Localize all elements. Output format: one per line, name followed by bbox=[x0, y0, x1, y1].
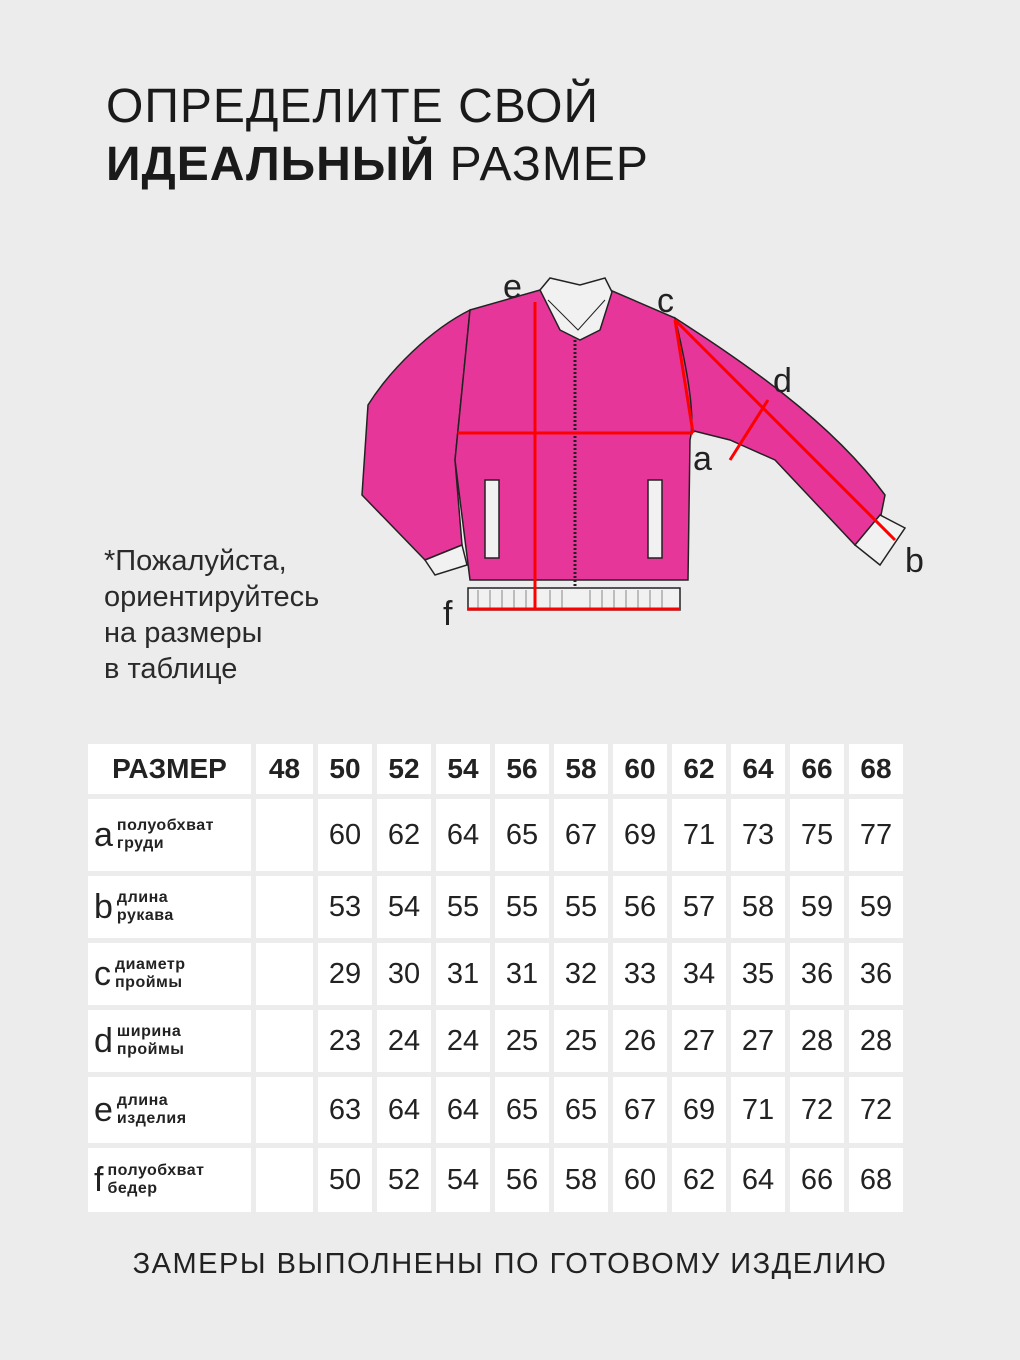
table-cell: 63 bbox=[318, 1077, 372, 1143]
row-desc: груди bbox=[116, 835, 165, 852]
row-desc: ширина bbox=[116, 1023, 182, 1040]
row-letter: a bbox=[94, 815, 113, 854]
jacket-illustration bbox=[362, 278, 905, 610]
page-title bbox=[106, 78, 649, 194]
table-cell: 56 bbox=[613, 876, 667, 938]
note-line: ориентируйтесь bbox=[104, 581, 320, 613]
title-rest: РАЗМЕР bbox=[435, 138, 649, 191]
table-cell: 55 bbox=[495, 876, 549, 938]
label-a: a bbox=[693, 440, 712, 478]
table-cell bbox=[256, 943, 313, 1005]
header-cell: 54 bbox=[436, 744, 490, 794]
row-desc: полуобхват bbox=[116, 817, 214, 834]
table-cell: 73 bbox=[731, 799, 785, 871]
table-cell: 28 bbox=[790, 1010, 844, 1072]
row-letter: d bbox=[94, 1021, 113, 1060]
row-label bbox=[88, 799, 251, 871]
table-cell: 56 bbox=[495, 1148, 549, 1212]
table-cell bbox=[256, 1077, 313, 1143]
table-cell: 69 bbox=[672, 1077, 726, 1143]
row-desc: диаметр bbox=[115, 956, 186, 973]
table-cell: 28 bbox=[849, 1010, 903, 1072]
jacket-diagram bbox=[350, 265, 950, 645]
table-cell: 64 bbox=[731, 1148, 785, 1212]
row-desc: полуобхват bbox=[107, 1162, 205, 1179]
table-row bbox=[88, 1148, 916, 1212]
table-row bbox=[88, 876, 916, 938]
row-label bbox=[88, 943, 251, 1005]
table-cell: 26 bbox=[613, 1010, 667, 1072]
size-table bbox=[88, 744, 916, 1217]
table-cell: 60 bbox=[613, 1148, 667, 1212]
table-cell: 55 bbox=[436, 876, 490, 938]
label-d: d bbox=[773, 362, 792, 400]
row-desc: проймы bbox=[116, 1041, 185, 1058]
row-label bbox=[88, 1148, 251, 1212]
header-cell: 56 bbox=[495, 744, 549, 794]
table-cell: 23 bbox=[318, 1010, 372, 1072]
table-row bbox=[88, 943, 916, 1005]
table-cell: 69 bbox=[613, 799, 667, 871]
row-desc: рукава bbox=[116, 907, 174, 924]
row-desc: длина bbox=[116, 889, 169, 906]
header-cell: 50 bbox=[318, 744, 372, 794]
table-cell: 57 bbox=[672, 876, 726, 938]
table-cell: 77 bbox=[849, 799, 903, 871]
table-cell: 67 bbox=[554, 799, 608, 871]
label-f: f bbox=[443, 595, 453, 633]
table-cell: 36 bbox=[790, 943, 844, 1005]
table-header-row bbox=[88, 744, 916, 794]
row-desc: изделия bbox=[116, 1110, 187, 1127]
row-letter: b bbox=[94, 887, 113, 926]
table-cell: 72 bbox=[849, 1077, 903, 1143]
row-desc: бедер bbox=[107, 1180, 158, 1197]
table-cell: 72 bbox=[790, 1077, 844, 1143]
table-cell: 30 bbox=[377, 943, 431, 1005]
table-cell bbox=[256, 1148, 313, 1212]
size-note bbox=[104, 543, 319, 687]
table-cell: 25 bbox=[495, 1010, 549, 1072]
header-cell: 62 bbox=[672, 744, 726, 794]
table-row bbox=[88, 799, 916, 871]
table-cell: 50 bbox=[318, 1148, 372, 1212]
row-label bbox=[88, 1010, 251, 1072]
row-letter: f bbox=[94, 1160, 104, 1199]
header-cell: 48 bbox=[256, 744, 313, 794]
header-cell: 60 bbox=[613, 744, 667, 794]
row-desc: проймы bbox=[115, 974, 183, 991]
table-cell: 58 bbox=[554, 1148, 608, 1212]
table-cell: 33 bbox=[613, 943, 667, 1005]
header-cell: 68 bbox=[849, 744, 903, 794]
table-cell: 27 bbox=[731, 1010, 785, 1072]
label-c: c bbox=[657, 282, 674, 320]
table-cell: 64 bbox=[377, 1077, 431, 1143]
note-line: в таблице bbox=[104, 653, 238, 685]
row-label bbox=[88, 876, 251, 938]
title-bold-word: ИДЕАЛЬНЫЙ bbox=[106, 138, 436, 191]
table-cell: 54 bbox=[377, 876, 431, 938]
table-cell: 58 bbox=[731, 876, 785, 938]
table-cell: 67 bbox=[613, 1077, 667, 1143]
header-cell: РАЗМЕР bbox=[88, 744, 251, 794]
table-cell: 52 bbox=[377, 1148, 431, 1212]
table-cell: 64 bbox=[436, 1077, 490, 1143]
row-desc: длина bbox=[116, 1092, 169, 1109]
table-cell: 54 bbox=[436, 1148, 490, 1212]
table-cell: 24 bbox=[436, 1010, 490, 1072]
note-line: на размеры bbox=[104, 617, 263, 649]
table-cell: 34 bbox=[672, 943, 726, 1005]
row-letter: e bbox=[94, 1090, 113, 1129]
table-cell bbox=[256, 799, 313, 871]
table-cell: 36 bbox=[849, 943, 903, 1005]
header-cell: 64 bbox=[731, 744, 785, 794]
row-label bbox=[88, 1077, 251, 1143]
table-cell: 59 bbox=[790, 876, 844, 938]
table-cell: 35 bbox=[731, 943, 785, 1005]
table-cell: 65 bbox=[495, 1077, 549, 1143]
table-cell bbox=[256, 876, 313, 938]
table-cell: 62 bbox=[672, 1148, 726, 1212]
table-cell: 31 bbox=[436, 943, 490, 1005]
table-cell: 62 bbox=[377, 799, 431, 871]
label-b: b bbox=[905, 542, 924, 580]
table-cell: 65 bbox=[554, 1077, 608, 1143]
table-cell: 75 bbox=[790, 799, 844, 871]
note-line: *Пожалуйста, bbox=[104, 545, 287, 577]
table-row bbox=[88, 1010, 916, 1072]
table-cell: 55 bbox=[554, 876, 608, 938]
label-e: e bbox=[503, 268, 522, 306]
table-cell: 29 bbox=[318, 943, 372, 1005]
table-cell: 65 bbox=[495, 799, 549, 871]
title-line-1: ОПРЕДЕЛИТЕ СВОЙ bbox=[106, 80, 599, 133]
table-cell: 64 bbox=[436, 799, 490, 871]
title-line-2 bbox=[106, 136, 649, 194]
table-cell: 71 bbox=[731, 1077, 785, 1143]
footer-note: ЗАМЕРЫ ВЫПОЛНЕНЫ ПО ГОТОВОМУ ИЗДЕЛИЮ bbox=[132, 1248, 888, 1280]
table-cell: 27 bbox=[672, 1010, 726, 1072]
table-cell: 31 bbox=[495, 943, 549, 1005]
row-letter: c bbox=[94, 954, 111, 993]
header-cell: 58 bbox=[554, 744, 608, 794]
table-cell: 68 bbox=[849, 1148, 903, 1212]
table-cell: 25 bbox=[554, 1010, 608, 1072]
table-row bbox=[88, 1077, 916, 1143]
header-cell: 52 bbox=[377, 744, 431, 794]
table-cell: 59 bbox=[849, 876, 903, 938]
table-cell: 32 bbox=[554, 943, 608, 1005]
table-cell: 60 bbox=[318, 799, 372, 871]
table-cell: 66 bbox=[790, 1148, 844, 1212]
header-cell: 66 bbox=[790, 744, 844, 794]
table-cell: 53 bbox=[318, 876, 372, 938]
table-cell: 24 bbox=[377, 1010, 431, 1072]
table-cell: 71 bbox=[672, 799, 726, 871]
table-cell bbox=[256, 1010, 313, 1072]
